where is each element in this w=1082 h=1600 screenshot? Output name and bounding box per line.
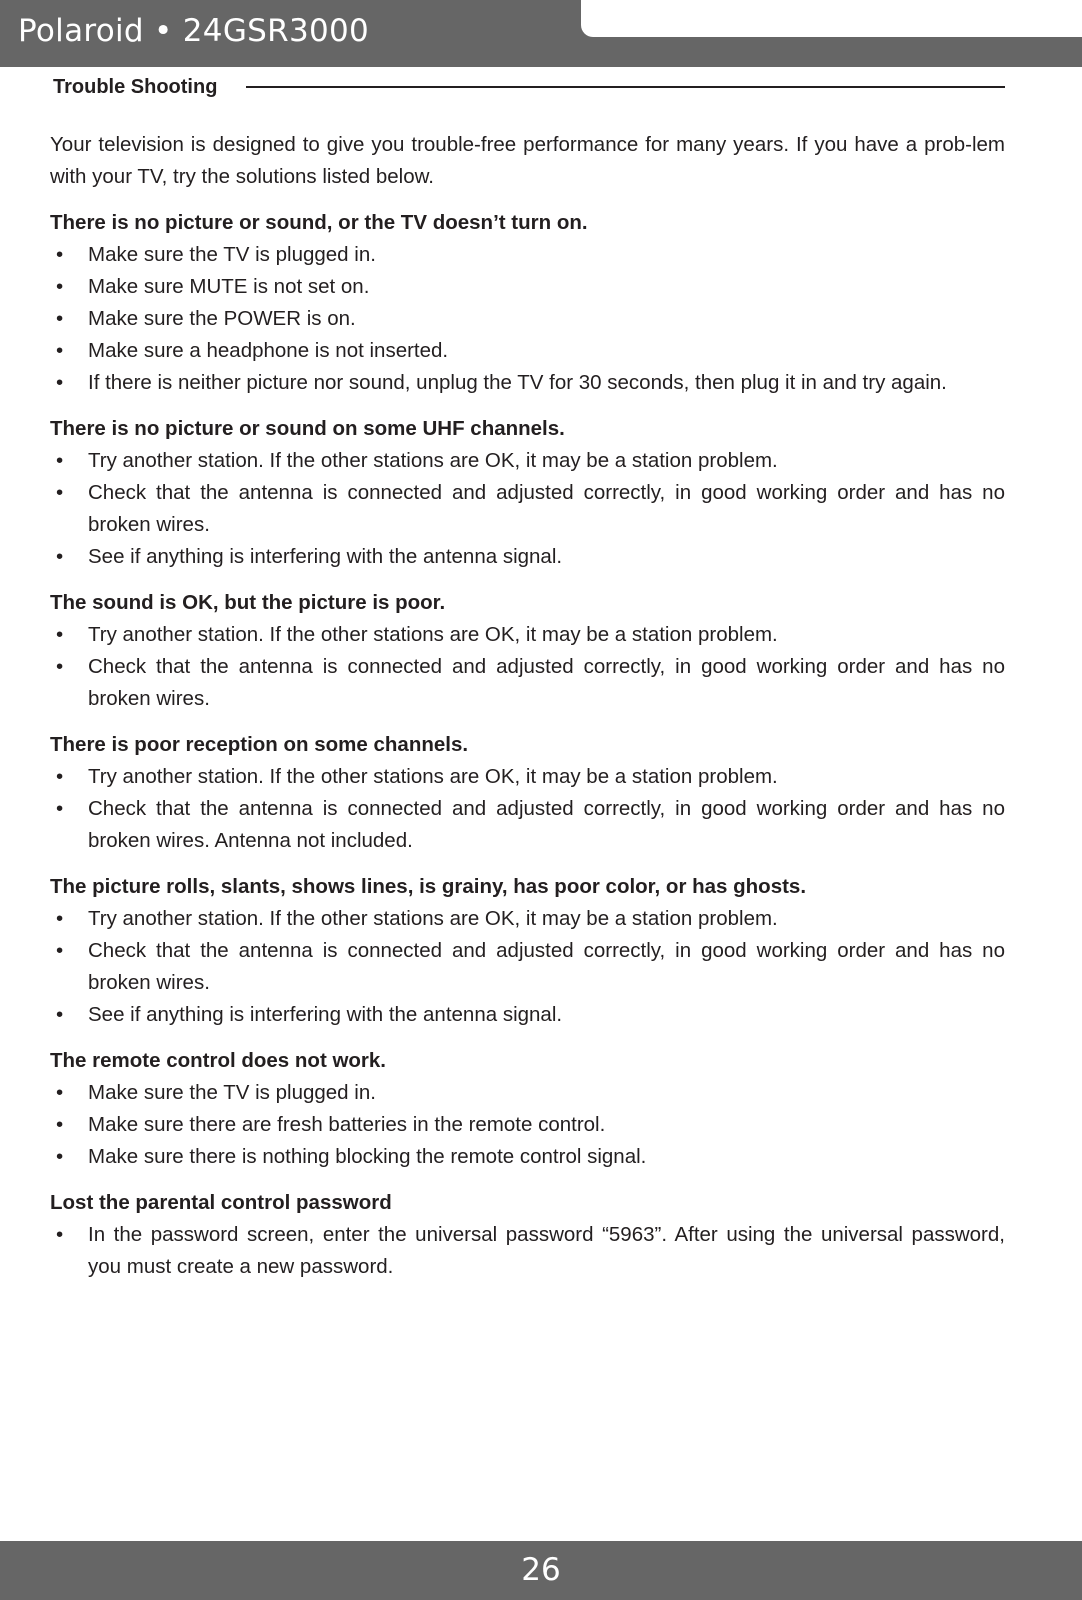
section-title: Trouble Shooting — [53, 76, 218, 98]
solution-item — [50, 935, 1005, 999]
trouble-group-title: The remote control does not work. — [50, 1049, 387, 1072]
bullet-icon: • — [56, 339, 64, 362]
trouble-group — [50, 413, 1005, 573]
trouble-group — [50, 729, 1005, 857]
solution-text: Try another station. If the other stations are OK, it may be a station problem. — [88, 907, 778, 930]
solution-item — [50, 761, 1005, 793]
trouble-group — [50, 587, 1005, 715]
bullet-icon: • — [56, 797, 64, 820]
trouble-group — [50, 207, 1005, 399]
trouble-group — [50, 1187, 1005, 1283]
solution-text: Make sure the TV is plugged in. — [88, 243, 376, 266]
header-tab-cutout — [581, 0, 1082, 37]
bullet-icon: • — [56, 243, 64, 266]
header-bar — [0, 0, 1082, 67]
content — [50, 129, 1005, 1297]
bullet-icon: • — [56, 1081, 64, 1104]
trouble-group-title: There is no picture or sound on some UHF channels. — [50, 417, 565, 440]
solution-text: Make sure there are fresh batteries in the remote control. — [88, 1113, 606, 1136]
bullet-icon: • — [56, 371, 64, 394]
solution-item — [50, 239, 1005, 271]
solution-item — [50, 367, 1005, 399]
solution-item — [50, 1219, 1005, 1283]
section-heading — [53, 74, 1005, 102]
solution-text: Make sure the POWER is on. — [88, 307, 356, 330]
solution-item — [50, 477, 1005, 541]
solution-text: Check that the antenna is connected and adjusted correctly, in good working order and has no broken wires. — [88, 655, 1005, 710]
solution-text: Check that the antenna is connected and adjusted correctly, in good working order and has no broken wires. — [88, 481, 1005, 536]
solution-item — [50, 541, 1005, 573]
trouble-group-title: There is no picture or sound, or the TV doesn’t turn on. — [50, 211, 588, 234]
solution-text: Check that the antenna is connected and adjusted correctly, in good working order and has no broken wires. Antenna not included. — [88, 797, 1005, 852]
solution-item — [50, 445, 1005, 477]
solution-item — [50, 1109, 1005, 1141]
bullet-icon: • — [56, 545, 64, 568]
bullet-icon: • — [56, 275, 64, 298]
solution-list — [50, 445, 1005, 573]
trouble-group-title: There is poor reception on some channels. — [50, 733, 469, 756]
solution-list — [50, 1077, 1005, 1173]
bullet-icon: • — [56, 1223, 64, 1246]
solution-item — [50, 793, 1005, 857]
solution-item — [50, 271, 1005, 303]
solution-item — [50, 1077, 1005, 1109]
solution-item — [50, 999, 1005, 1031]
solution-text: In the password screen, enter the universal password “5963”. After using the universal password, you must create a new password. — [88, 1223, 1005, 1278]
bullet-icon: • — [56, 623, 64, 646]
footer-bar — [0, 1541, 1082, 1600]
solution-item — [50, 335, 1005, 367]
solution-text: Try another station. If the other stations are OK, it may be a station problem. — [88, 623, 778, 646]
bullet-icon: • — [56, 939, 64, 962]
trouble-group-title: The sound is OK, but the picture is poor. — [50, 591, 446, 614]
bullet-icon: • — [56, 1113, 64, 1136]
solution-list — [50, 239, 1005, 399]
solution-text: Check that the antenna is connected and adjusted correctly, in good working order and has no broken wires. — [88, 939, 1005, 994]
solution-text: Make sure a headphone is not inserted. — [88, 339, 449, 362]
header-title: Polaroid • 24GSR3000 — [18, 13, 370, 49]
solution-list — [50, 1219, 1005, 1283]
trouble-group — [50, 1045, 1005, 1173]
solution-item — [50, 651, 1005, 715]
bullet-icon: • — [56, 449, 64, 472]
bullet-icon: • — [56, 1145, 64, 1168]
bullet-icon: • — [56, 1003, 64, 1026]
solution-text: Make sure the TV is plugged in. — [88, 1081, 376, 1104]
solution-text: Make sure MUTE is not set on. — [88, 275, 370, 298]
intro-paragraph: Your television is designed to give you trouble-free performance for many years. If you have a prob-lem with your TV, try the solutions listed below. — [50, 133, 1005, 188]
solution-item — [50, 1141, 1005, 1173]
solution-list — [50, 761, 1005, 857]
page-number: 26 — [521, 1552, 561, 1588]
solution-list — [50, 619, 1005, 715]
trouble-group-title: The picture rolls, slants, shows lines, is grainy, has poor color, or has ghosts. — [50, 875, 807, 898]
solution-text: Make sure there is nothing blocking the remote control signal. — [88, 1145, 647, 1168]
solution-item — [50, 903, 1005, 935]
bullet-icon: • — [56, 655, 64, 678]
solution-text: Try another station. If the other stations are OK, it may be a station problem. — [88, 449, 778, 472]
solution-list — [50, 903, 1005, 1031]
solution-text: Try another station. If the other stations are OK, it may be a station problem. — [88, 765, 778, 788]
trouble-group-title: Lost the parental control password — [50, 1191, 392, 1214]
bullet-icon: • — [56, 481, 64, 504]
bullet-icon: • — [56, 307, 64, 330]
troubleshooting-groups — [50, 207, 1005, 1283]
trouble-group — [50, 871, 1005, 1031]
bullet-icon: • — [56, 765, 64, 788]
solution-item — [50, 303, 1005, 335]
solution-item — [50, 619, 1005, 651]
solution-text: See if anything is interfering with the antenna signal. — [88, 1003, 563, 1026]
solution-text: If there is neither picture nor sound, unplug the TV for 30 seconds, then plug it in and try again. — [88, 371, 947, 394]
section-rule — [246, 86, 1005, 88]
solution-text: See if anything is interfering with the antenna signal. — [88, 545, 563, 568]
bullet-icon: • — [56, 907, 64, 930]
